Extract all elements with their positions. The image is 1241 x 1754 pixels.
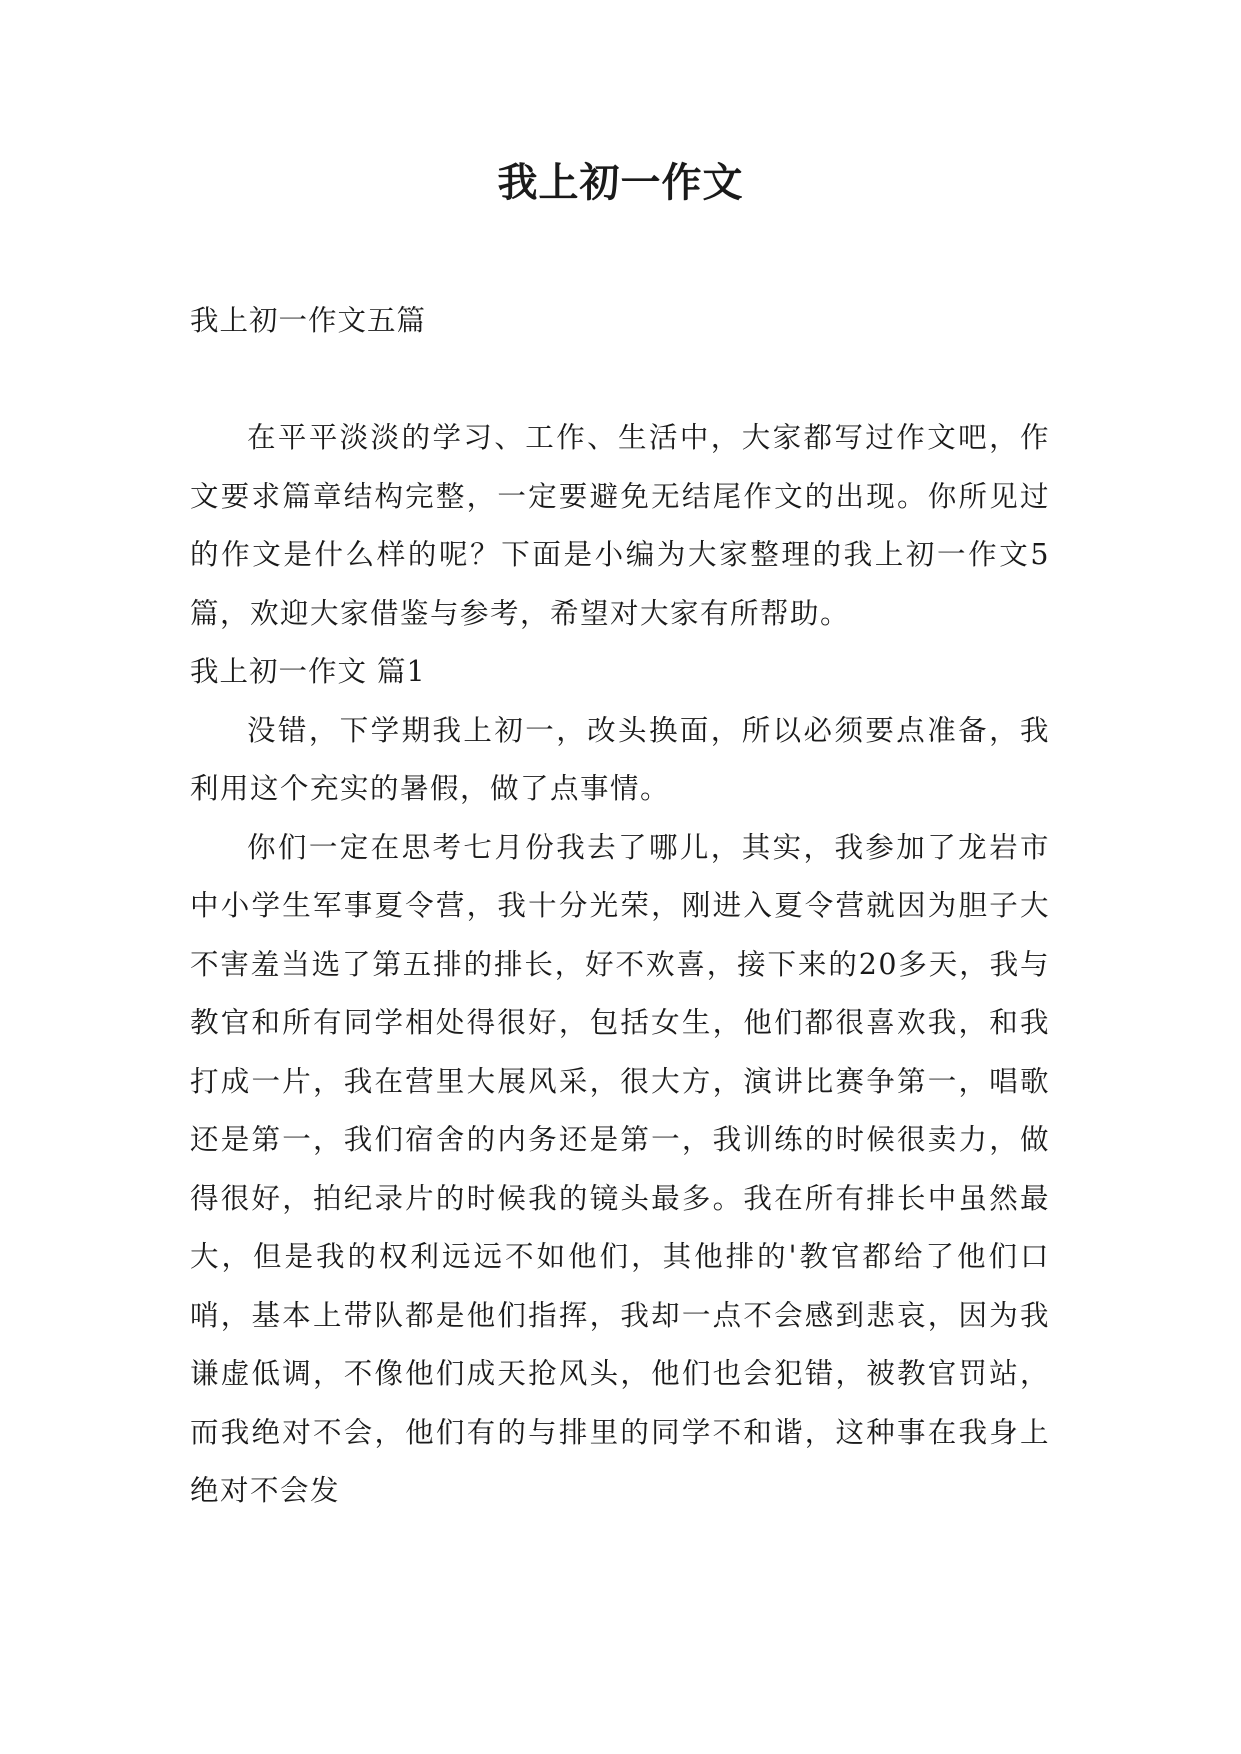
intro-paragraph: 在平平淡淡的学习、工作、生活中，大家都写过作文吧，作文要求篇章结构完整，一定要避免无结尾作文的出现。你所见过的作文是什么样的呢？下面是小编为大家整理的我上初一作文5篇，欢迎大家借鉴与参考，希望对大家有所帮助。 (190, 421, 1050, 630)
document-title: 我上初一作文 (497, 159, 744, 206)
spacer (190, 351, 1050, 410)
document-subtitle: 我上初一作文五篇 (190, 304, 427, 337)
body-paragraph: 你们一定在思考七月份我去了哪儿，其实，我参加了龙岩市中小学生军事夏令营，我十分光荣，刚进入夏令营就因为胆子大不害羞当选了第五排的排长，好不欢喜，接下来的20多天，我与教官和所有同学相处得很好，包括女生，他们都很喜欢我，和我打成一片，我在营里大展风采，很大方，演讲比赛争第一，唱歌还是第一，我们宿舍的内务还是第一，我训练的时候很卖力，做得很好，拍纪录片的时候我的镜头最多。我在所有排长中虽然最大，但是我的权利远远不如他们，其他排的'教官都给了他们口哨，基本上带队都是他们指挥，我却一点不会感到悲哀，因为我谦虚低调，不像他们成天抢风头，他们也会犯错，被教官罚站，而我绝对不会，他们有的与排里的同学不和谐，这种事在我身上绝对不会发 (190, 830, 1050, 1507)
section-heading: 我上初一作文 篇1 (190, 655, 426, 688)
body-paragraph: 没错，下学期我上初一，改头换面，所以必须要点准备，我利用这个充实的暑假，做了点事情。 (190, 713, 1050, 805)
document-body (190, 292, 1050, 1521)
